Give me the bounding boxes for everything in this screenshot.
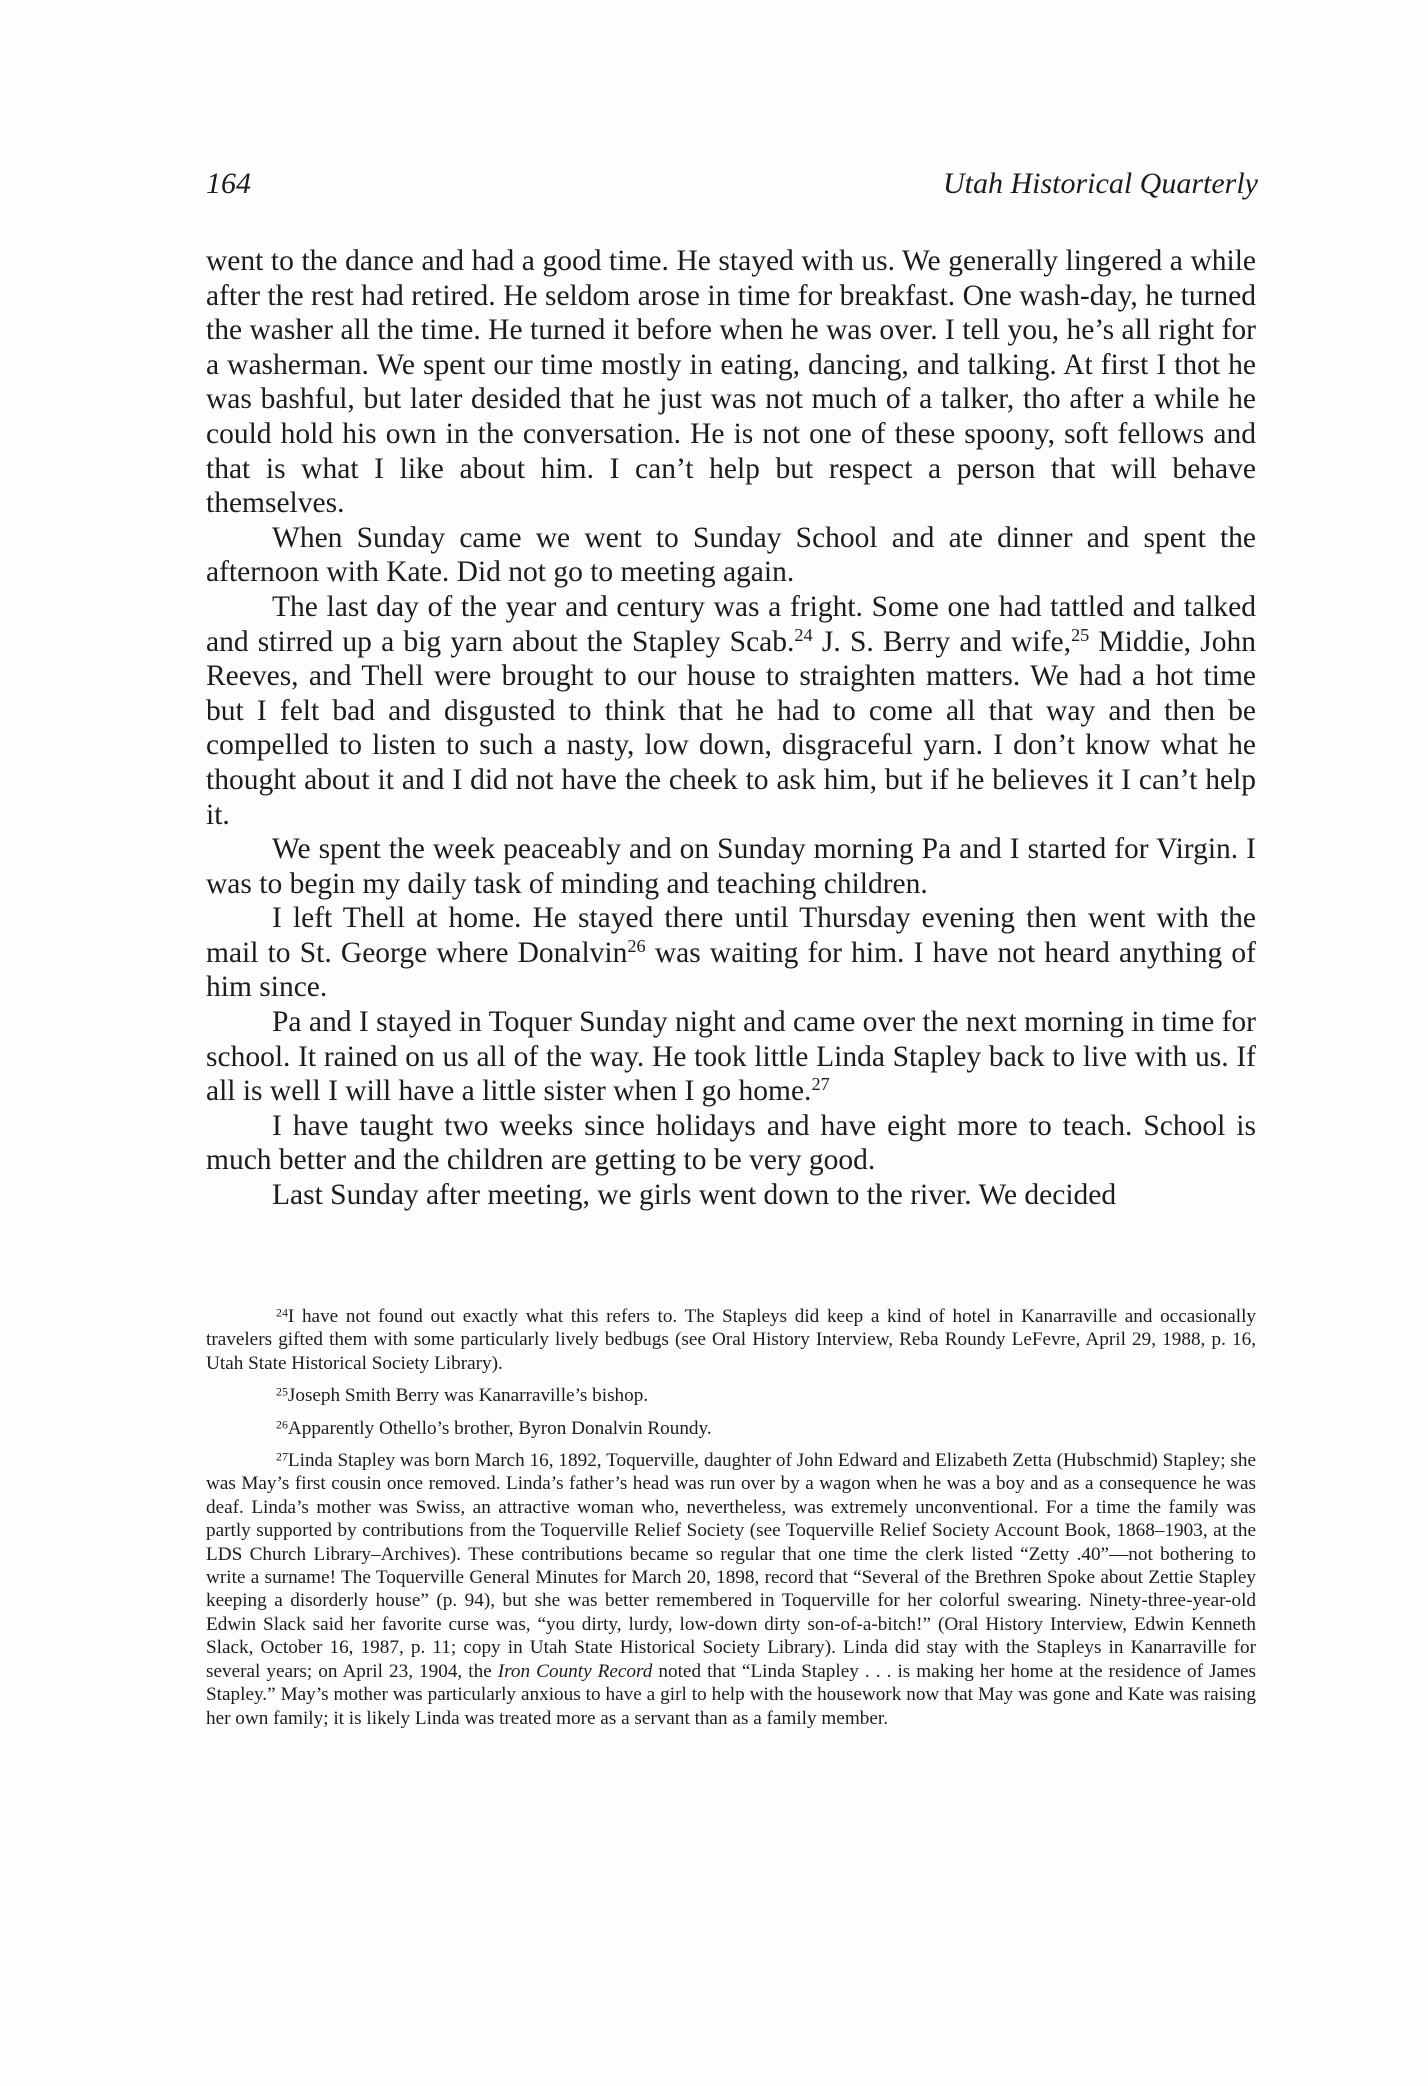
paragraph-7-text: I have taught two weeks since holidays and have eight more to teach. School is much better and the children are getting to be very good. xyxy=(206,1109,1256,1177)
running-head xyxy=(206,162,1258,206)
paragraph-4 xyxy=(206,832,1256,901)
footnote-27-number: 27 xyxy=(276,1449,288,1464)
paragraph-3-text-c: Middie, John Reeves, and Thell were brought to our house to straighten matters. We had a hot time but I felt bad and disgusted to think that he had to come all that way and then be compelled to listen to such a nasty, low down, disgraceful yarn. I don’t know what he thought about it and I did not have the cheek to ask him, but if he believes it I can’t help it. xyxy=(206,625,1256,831)
paragraph-4-text: We spent the week peaceably and on Sunday morning Pa and I started for Virgin. I was to begin my daily task of minding and teaching children. xyxy=(206,833,1256,900)
footnote-25-text: Joseph Smith Berry was Kanarraville’s bishop. xyxy=(287,1385,649,1407)
paragraph-1-text: went to the dance and had a good time. He stayed with us. We generally lingered a while after the rest had retired. He seldom arose in time for breakfast. One wash-day, he turned the washer all the time. He turned it before when he was over. I tell you, he’s all right for a washerman. We spent our time mostly in eating, dancing, and talking. At first I thot he was bashful, but later desided that he just was not much of a talker, tho after a while he could hold his own in the conversation. He is not one of these spoony, soft fellows and that is what I like about him. I can’t help but respect a person that will behave themselves. xyxy=(206,245,1256,520)
footnote-26-text: Apparently Othello’s brother, Byron Donalvin Roundy. xyxy=(287,1417,712,1439)
page-number: 164 xyxy=(206,167,251,200)
footnote-27 xyxy=(206,1449,1256,1730)
footnote-24-text: I have not found out exactly what this refers to. The Stapleys did keep a kind of hotel in Kanarraville and occasionally travelers gifted them with some particularly lively bedbugs (see Oral History Interview, Reba Roundy LeFevre, April 29, 1988, p. 16, Utah State Historical Society Library). xyxy=(206,1306,1256,1374)
footnote-ref-27: 27 xyxy=(811,1074,830,1095)
footnote-25 xyxy=(206,1384,1256,1407)
paragraph-3-text-a: The last day of the year and century was a fright. Some one had tattled and talked and stirred up a big yarn about the Stapley Scab. xyxy=(206,590,1256,658)
paragraph-5-text-b: was waiting for him. I have not heard anything of him since. xyxy=(206,936,1256,1004)
paragraph-1 xyxy=(206,244,1256,521)
paragraph-3 xyxy=(206,590,1256,832)
footnote-24-number: 24 xyxy=(276,1305,288,1320)
footnote-25-number: 25 xyxy=(276,1384,288,1399)
footnotes xyxy=(206,1305,1256,1739)
paragraph-2 xyxy=(206,521,1256,590)
footnote-26-number: 26 xyxy=(276,1417,288,1432)
paragraph-6-text: Pa and I stayed in Toquer Sunday night and came over the next morning in time for school. It rained on us all of the way. He took little Linda Stapley back to live with us. If all is well I will have a little sister when I go home. xyxy=(206,1006,1256,1108)
footnote-24 xyxy=(206,1305,1256,1375)
footnote-ref-26: 26 xyxy=(627,935,646,956)
paragraph-8-text: Last Sunday after meeting, we girls went down to the river. We decided xyxy=(272,1179,1117,1212)
paragraph-6 xyxy=(206,1005,1256,1109)
journal-title: Utah Historical Quarterly xyxy=(943,167,1258,200)
footnote-27-text-b: noted that “Linda Stapley . . . is making her home at the residence of James Stapley.” May’s mother was particularly anxious to have a girl to help with the housework now that May was gone and Kate was raising her own family; it is likely Linda was treated more as a servant than as a family member. xyxy=(206,1660,1256,1729)
footnote-27-newspaper-title: Iron County Record xyxy=(497,1660,653,1682)
paragraph-5-text-a: I left Thell at home. He stayed there until Thursday evening then went with the mail to St. George where Donalvin xyxy=(206,902,1256,969)
footnote-ref-25: 25 xyxy=(1070,624,1090,645)
footnote-26 xyxy=(206,1417,1256,1440)
paragraph-8 xyxy=(206,1178,1256,1213)
footnote-27-text-a: Linda Stapley was born March 16, 1892, Toquerville, daughter of John Edward and Elizabeth Zetta (Hubschmid) Stapley; she was May’s first cousin once removed. Linda’s father’s head was run over by a wagon when he was a boy and as a consequence he was deaf. Linda’s mother was Swiss, an attractive woman who, nevertheless, was extremely unconventional. For a time the family was partly supported by contributions from the Toquerville Relief Society (see Toquerville Relief Society Account Book, 1868–1903, at the LDS Church Library–Archives). These contributions became so regular that one time the clerk listed “Zetty .40”—not bothering to write a surname! The Toquerville General Minutes for March 20, 1898, record that “Several of the Brethren Spoke about Zettie Stapley keeping a disorderly house” (p. 94), but she was better remembered in Toquerville for her colorful swearing. Ninety-three-year-old Edwin Slack said her favorite curse was, “you dirty, lurdy, low-down dirty son-of-a-bitch!” (Oral History Interview, Edwin Kenneth Slack, October 16, 1987, p. 11; copy in Utah State Historical Society Library). Linda did stay with the Stapleys in Kanarraville for several years; on April 23, 1904, the xyxy=(206,1450,1256,1682)
paragraph-3-text-b: J. S. Berry and wife, xyxy=(812,625,1071,658)
body-text xyxy=(206,244,1256,1213)
footnote-ref-24: 24 xyxy=(794,624,813,645)
paragraph-5 xyxy=(206,901,1256,1005)
paragraph-7 xyxy=(206,1109,1256,1178)
paragraph-2-text: When Sunday came we went to Sunday School and ate dinner and spent the afternoon with Kate. Did not go to meeting again. xyxy=(206,521,1256,589)
